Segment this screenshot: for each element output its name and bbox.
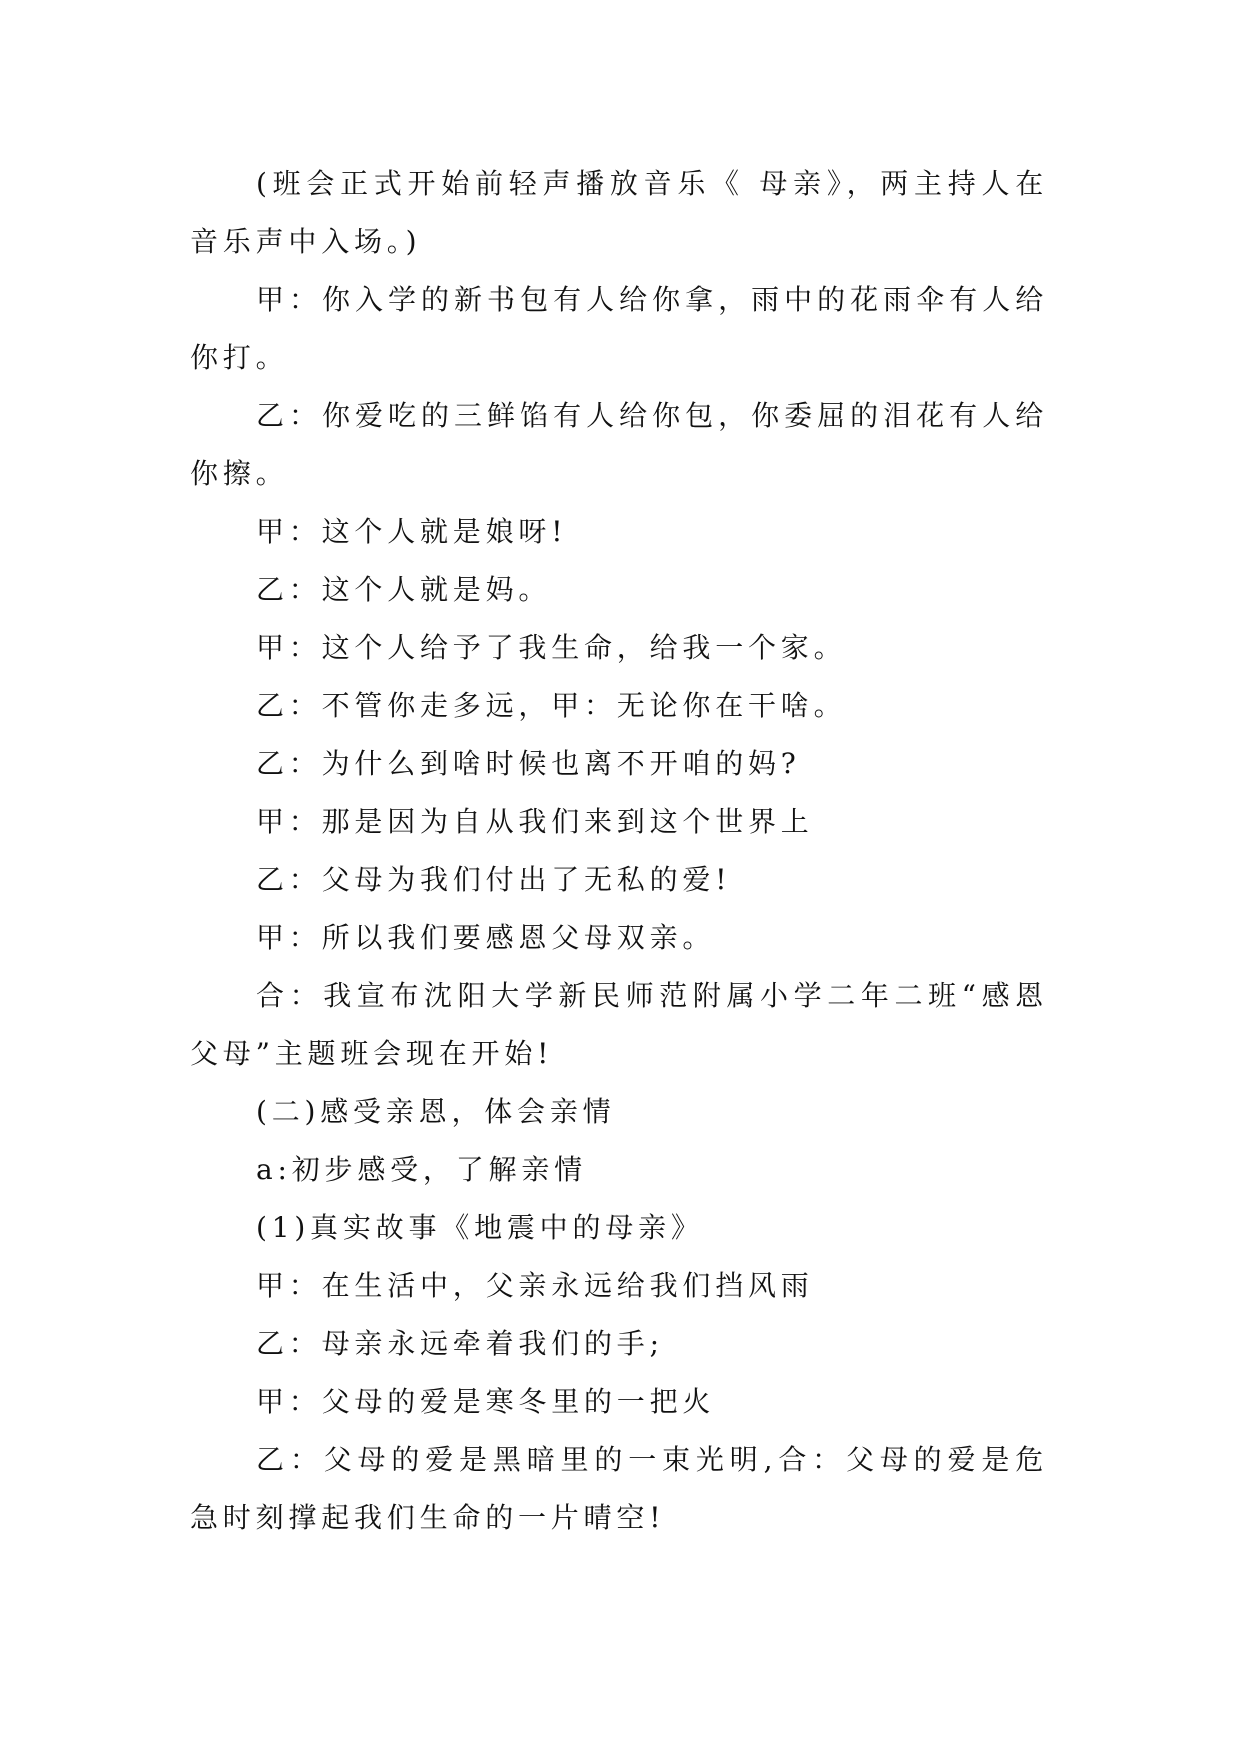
paragraph — [190, 561, 1048, 619]
text-line: 甲：所以我们要感恩父母双亲。 — [256, 921, 716, 954]
paragraph — [190, 1373, 1048, 1431]
paragraph — [190, 1257, 1048, 1315]
text-line: 音乐声中入场。) — [190, 225, 422, 258]
text-line: (班会正式开始前轻声播放音乐《 母亲》，两主持人在 — [256, 167, 1048, 200]
text-line: 合：我宣布沈阳大学新民师范附属小学二年二班“感恩 — [256, 979, 1048, 1012]
text-line: 乙：不管你走多远，甲：无论你在干啥。 — [256, 689, 847, 722]
text-line: 乙：这个人就是妈。 — [256, 573, 552, 606]
paragraph — [190, 909, 1048, 967]
paragraph — [190, 1315, 1048, 1373]
paragraph — [190, 155, 1048, 271]
text-line: 你打。 — [190, 341, 289, 374]
paragraph — [190, 1141, 1048, 1199]
text-line: 甲：父母的爱是寒冬里的一把火 — [256, 1385, 716, 1418]
paragraph — [190, 387, 1048, 503]
paragraph — [190, 619, 1048, 677]
paragraph — [190, 1083, 1048, 1141]
text-line: 乙：母亲永远牵着我们的手; — [256, 1327, 664, 1360]
paragraph — [190, 1431, 1048, 1547]
section-heading: (二)感受亲恩，体会亲情 — [256, 1095, 616, 1128]
subsection-heading: a:初步感受，了解亲情 — [256, 1153, 587, 1186]
text-line: 急时刻撑起我们生命的一片晴空! — [190, 1501, 666, 1534]
text-line: 乙：为什么到啥时候也离不开咱的妈? — [256, 747, 801, 780]
text-line: 乙：父母的爱是黑暗里的一束光明,合：父母的爱是危 — [256, 1443, 1048, 1476]
text-line: 甲：在生活中，父亲永远给我们挡风雨 — [256, 1269, 814, 1302]
paragraph — [190, 735, 1048, 793]
paragraph — [190, 793, 1048, 851]
text-line: 甲：你入学的新书包有人给你拿，雨中的花雨伞有人给 — [256, 283, 1048, 316]
text-line: 乙：父母为我们付出了无私的爱! — [256, 863, 732, 896]
paragraph — [190, 677, 1048, 735]
document-body — [190, 155, 1048, 1547]
text-line: 甲：这个人就是娘呀! — [256, 515, 568, 548]
paragraph — [190, 271, 1048, 387]
paragraph — [190, 967, 1048, 1083]
item-heading: (1)真实故事《地震中的母亲》 — [256, 1211, 704, 1244]
paragraph — [190, 851, 1048, 909]
text-line: 甲：那是因为自从我们来到这个世界上 — [256, 805, 814, 838]
paragraph — [190, 1199, 1048, 1257]
paragraph — [190, 503, 1048, 561]
text-line: 你擦。 — [190, 457, 289, 490]
text-line: 父母”主题班会现在开始! — [190, 1037, 554, 1070]
text-line: 乙：你爱吃的三鲜馅有人给你包，你委屈的泪花有人给 — [256, 399, 1048, 432]
text-line: 甲：这个人给予了我生命，给我一个家。 — [256, 631, 847, 664]
